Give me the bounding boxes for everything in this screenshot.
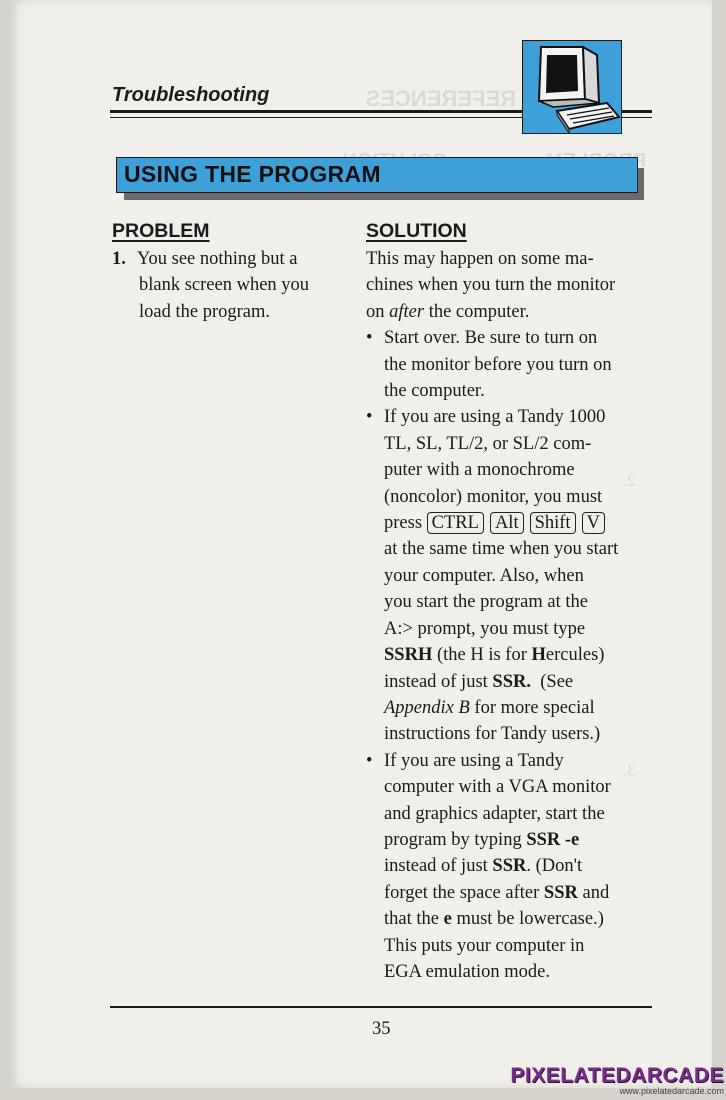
bullet-line <box>384 669 656 695</box>
bullet-line <box>384 642 656 668</box>
problem-heading: PROBLEM <box>112 220 210 242</box>
inline-text: and <box>582 882 610 903</box>
emphasis-after: after <box>389 301 425 322</box>
problem-line: load the program. <box>139 301 270 322</box>
solution-text <box>366 246 656 985</box>
banner-title: USING THE PROGRAM <box>124 161 381 187</box>
solution-line: chines when you turn the monitor <box>366 275 616 296</box>
bullet-line: the computer. <box>384 381 485 402</box>
inline-text: press <box>384 513 423 534</box>
page-number: 35 <box>372 1019 391 1039</box>
inline-text: forget the space after <box>384 882 540 903</box>
bullet-line: computer with a VGA monitor <box>384 777 611 798</box>
appendix-ref: Appendix B <box>384 697 470 718</box>
inline-text: the computer. <box>428 301 530 322</box>
bullet-line: at the same time when you start <box>384 539 619 560</box>
inline-text: (See <box>540 671 574 692</box>
key-combo-line <box>384 510 656 536</box>
bullet-line: Start over. Be sure to turn on <box>384 328 598 349</box>
bullet-line: This puts your computer in <box>384 935 585 956</box>
site-watermark <box>510 1064 724 1096</box>
bold-e: e <box>443 909 452 930</box>
problem-text <box>137 246 309 325</box>
bullet-line: If you are using a Tandy 1000 <box>384 407 606 428</box>
command-ssr: SSR. <box>492 671 531 692</box>
bullet-line <box>384 880 656 906</box>
computer-icon <box>522 40 622 134</box>
inline-text: (the H is for <box>436 645 527 666</box>
bullet-line: A:> prompt, you must type <box>384 618 586 639</box>
inline-text: . (Don't <box>526 856 583 877</box>
bullet-line: your computer. Also, when <box>384 565 584 586</box>
key-shift: Shift <box>530 512 576 534</box>
key-v: V <box>582 512 605 534</box>
bullet-line: puter with a monochrome <box>384 460 575 481</box>
solution-line <box>366 299 656 325</box>
bullet-line <box>384 853 656 879</box>
inline-text: ercules) <box>545 645 605 666</box>
key-ctrl: CTRL <box>427 512 484 534</box>
command-ssr: SSR <box>543 882 578 903</box>
bullet-icon: • <box>366 750 373 771</box>
problem-line: blank screen when you <box>139 275 310 296</box>
inline-text: program by typing <box>384 829 522 850</box>
command-ssrh: SSRH <box>384 645 433 666</box>
bullet-line: and graphics adapter, start the <box>384 803 605 824</box>
bullet-icon: • <box>366 328 373 349</box>
bullet-line: instructions for Tandy users.) <box>384 724 601 745</box>
inline-text: instead of just <box>384 856 488 877</box>
bullet-line: (noncolor) monitor, you must <box>384 486 603 507</box>
watermark-logo: PIXELATEDARCADE <box>510 1064 724 1087</box>
bullet-item <box>366 404 656 747</box>
bullet-line <box>384 827 656 853</box>
bullet-line: you start the program at the <box>384 592 588 613</box>
footer-rule <box>110 1006 652 1008</box>
bullet-item <box>366 748 656 986</box>
inline-text: instead of just <box>384 671 488 692</box>
bullet-line: the monitor before you turn on <box>384 354 612 375</box>
problem-line: You see nothing but a <box>137 249 298 269</box>
inline-text: that the <box>384 909 439 930</box>
bullet-line <box>384 695 656 721</box>
bullet-icon: • <box>366 407 373 428</box>
solution-heading: SOLUTION <box>366 220 467 242</box>
problem-number: 1. <box>112 249 126 269</box>
command-ssr-e: SSR -e <box>526 829 580 850</box>
inline-text: must be lowercase.) <box>456 909 604 930</box>
section-label: Troubleshooting <box>112 84 270 106</box>
bullet-line <box>384 906 656 932</box>
solution-line: This may happen on some ma- <box>366 249 594 269</box>
bullet-item <box>366 325 656 404</box>
command-ssr: SSR <box>492 856 527 877</box>
bold-h: H <box>531 645 546 666</box>
key-alt: Alt <box>490 512 524 534</box>
watermark-url: www.pixelatedarcade.com <box>619 1086 724 1096</box>
bullet-line: If you are using a Tandy <box>384 750 564 771</box>
inline-text: on <box>366 301 385 322</box>
inline-text: for more special <box>474 697 595 718</box>
bullet-line: TL, SL, TL/2, or SL/2 com- <box>384 433 592 454</box>
bullet-line: EGA emulation mode. <box>384 961 550 982</box>
